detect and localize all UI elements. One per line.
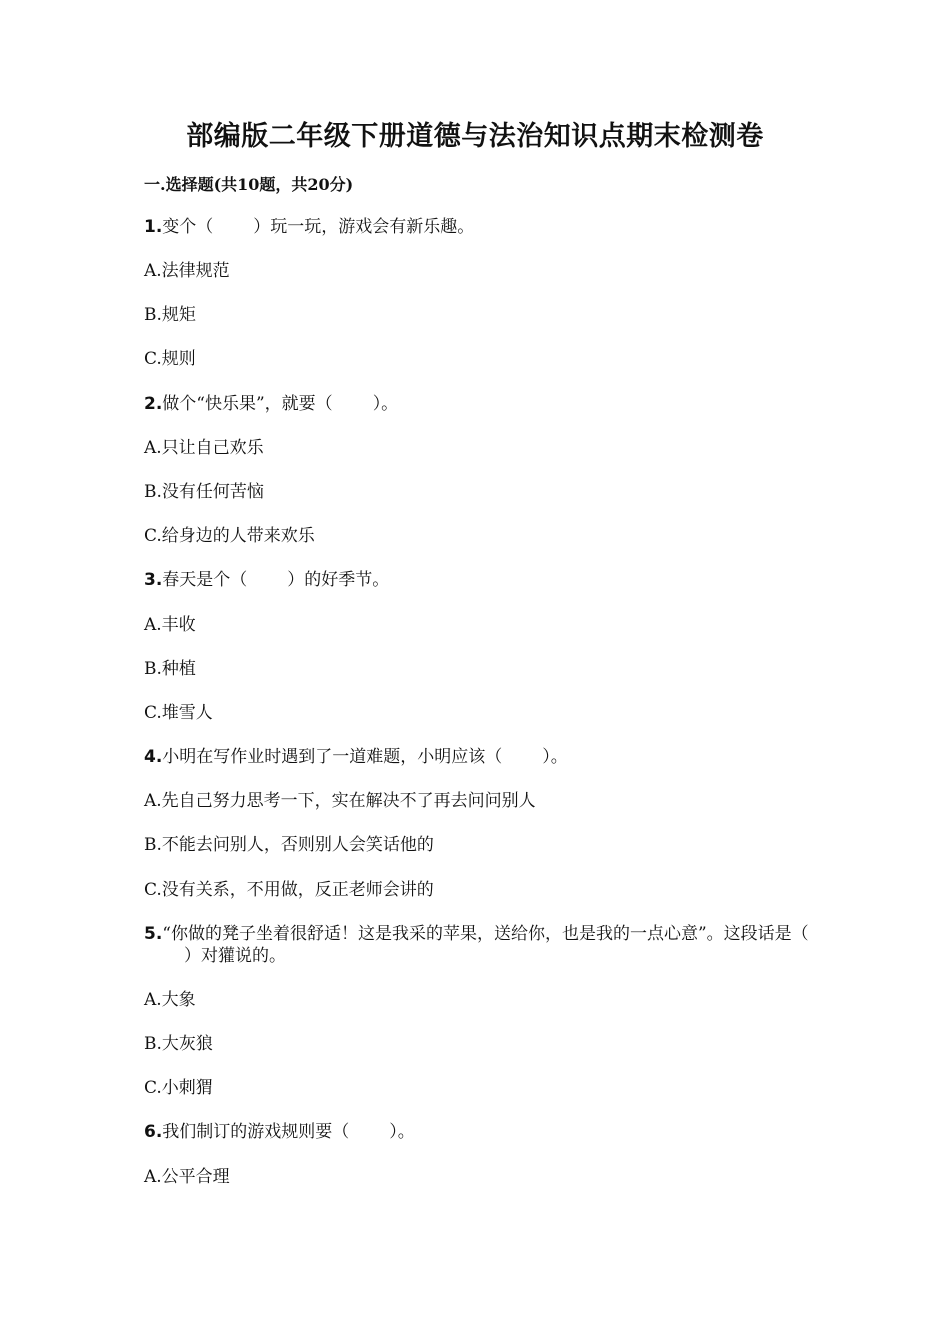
option-5b: B.大灰狼 bbox=[144, 1034, 213, 1054]
option-4b: B.不能去问别人，否则别人会笑话他的 bbox=[144, 835, 434, 855]
question-2 bbox=[144, 393, 824, 415]
question-text-before: “你做的凳子坐着很舒适！这是我采的苹果，送给你，也是我的一点心意”。这段话是（ bbox=[162, 924, 809, 944]
question-number: 4. bbox=[144, 747, 163, 767]
question-number: 5. bbox=[144, 924, 163, 944]
question-text-before: 春天是个（ bbox=[162, 570, 248, 590]
option-1c: C.规则 bbox=[144, 349, 196, 369]
question-text-after: ）的好季节。 bbox=[287, 570, 390, 590]
question-text-after: ）对獾说的。 bbox=[184, 946, 286, 966]
option-6a: A.公平合理 bbox=[144, 1167, 230, 1187]
question-4 bbox=[144, 746, 824, 768]
question-text-before: 小明在写作业时遇到了一道难题，小明应该（ bbox=[162, 747, 503, 767]
question-text-before: 我们制订的游戏规则要（ bbox=[162, 1122, 350, 1142]
option-1b: B.规矩 bbox=[144, 305, 196, 325]
option-5a: A.大象 bbox=[144, 990, 196, 1010]
option-3b: B.种植 bbox=[144, 659, 196, 679]
question-1 bbox=[144, 216, 824, 238]
question-5 bbox=[144, 923, 824, 967]
question-number: 6. bbox=[144, 1122, 163, 1142]
question-3 bbox=[144, 569, 824, 591]
question-number: 2. bbox=[144, 394, 163, 414]
option-3a: A.丰收 bbox=[144, 615, 196, 635]
question-number: 3. bbox=[144, 570, 163, 590]
option-3c: C.堆雪人 bbox=[144, 703, 213, 723]
option-5c: C.小刺猬 bbox=[144, 1078, 213, 1098]
question-text-after: ）玩一玩，游戏会有新乐趣。 bbox=[253, 217, 475, 237]
question-6 bbox=[144, 1121, 824, 1143]
section-heading: 一.选择题(共10题，共20分) bbox=[144, 175, 354, 194]
option-1a: A.法律规范 bbox=[144, 261, 230, 281]
option-2c: C.给身边的人带来欢乐 bbox=[144, 526, 315, 546]
option-4c: C.没有关系，不用做，反正老师会讲的 bbox=[144, 880, 434, 900]
question-text-after: ）。 bbox=[389, 1122, 415, 1142]
question-number: 1. bbox=[144, 217, 163, 237]
question-text-after: ）。 bbox=[372, 394, 399, 414]
option-4a: A.先自己努力思考一下，实在解决不了再去问问别人 bbox=[144, 791, 536, 811]
question-text-after: ）。 bbox=[542, 747, 568, 767]
page-title: 部编版二年级下册道德与法治知识点期末检测卷 bbox=[186, 121, 764, 152]
option-2b: B.没有任何苦恼 bbox=[144, 482, 264, 502]
question-text-before: 做个“快乐果”，就要（ bbox=[162, 394, 333, 414]
option-2a: A.只让自己欢乐 bbox=[144, 438, 264, 458]
question-text-before: 变个（ bbox=[162, 217, 214, 237]
